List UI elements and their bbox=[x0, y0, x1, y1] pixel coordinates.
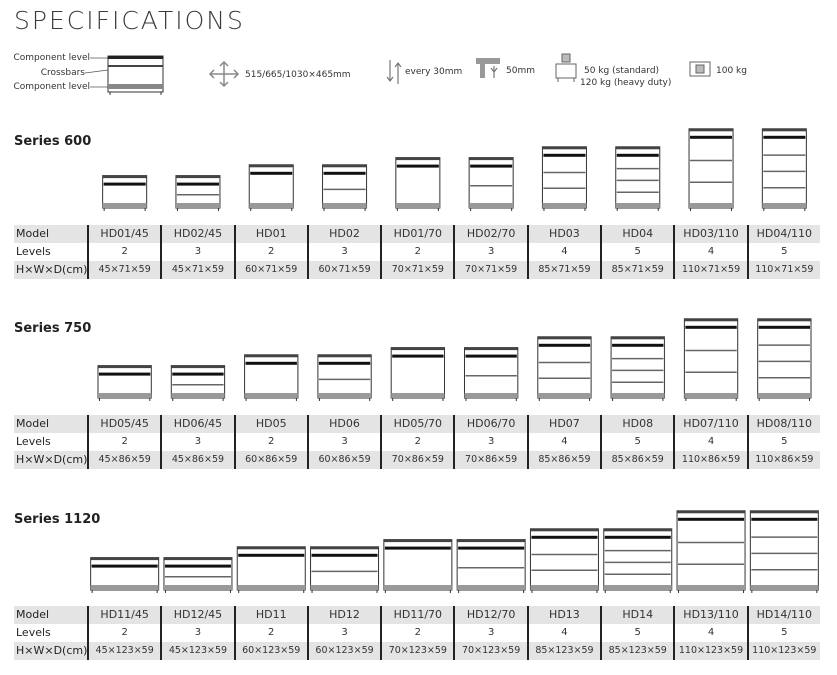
shelving-unit-icon bbox=[323, 165, 367, 211]
dims-cell: 60×86×59 bbox=[307, 451, 380, 469]
dims-cell: 60×123×59 bbox=[307, 642, 380, 660]
series-600-title: Series 600 bbox=[14, 134, 92, 149]
model-cell: HD12 bbox=[307, 606, 380, 624]
dims-cell: 85×86×59 bbox=[600, 451, 673, 469]
levels-cell: 3 bbox=[453, 433, 526, 451]
series-600-levels-row bbox=[14, 243, 820, 261]
levels-cell: 3 bbox=[307, 243, 380, 261]
shelving-unit-icon bbox=[311, 547, 379, 593]
dimensions-arrows-icon bbox=[210, 62, 238, 86]
dims-cell: 45×86×59 bbox=[87, 451, 160, 469]
shelving-unit-icon bbox=[103, 176, 147, 211]
row-label-levels: Levels bbox=[16, 626, 51, 639]
levels-cell: 3 bbox=[453, 624, 526, 642]
dims-cell: 85×123×59 bbox=[527, 642, 600, 660]
levels-cell: 2 bbox=[234, 433, 307, 451]
model-cell: HD01/70 bbox=[380, 225, 453, 243]
series-750-model-row bbox=[14, 415, 820, 433]
dims-cell: 45×86×59 bbox=[160, 451, 233, 469]
shelving-unit-icon bbox=[391, 348, 444, 401]
dims-cell: 110×86×59 bbox=[747, 451, 820, 469]
model-cell: HD11/70 bbox=[380, 606, 453, 624]
levels-cell: 2 bbox=[380, 624, 453, 642]
levels-cell: 4 bbox=[673, 624, 746, 642]
dims-cell: 60×71×59 bbox=[234, 261, 307, 279]
model-cell: HD03/110 bbox=[673, 225, 746, 243]
dims-cell: 45×71×59 bbox=[160, 261, 233, 279]
dims-cell: 45×71×59 bbox=[87, 261, 160, 279]
model-cell: HD02 bbox=[307, 225, 380, 243]
model-cell: HD05/45 bbox=[87, 415, 160, 433]
levels-cell: 4 bbox=[527, 243, 600, 261]
spec-max-load: 100 kg bbox=[716, 66, 747, 76]
shelving-unit-icon bbox=[164, 558, 232, 593]
model-cell: HD04/110 bbox=[747, 225, 820, 243]
levels-cell: 3 bbox=[307, 624, 380, 642]
series-750-dims-row bbox=[14, 451, 820, 469]
shelving-unit-icon bbox=[611, 337, 664, 401]
dims-cell: 110×71×59 bbox=[673, 261, 746, 279]
shelving-unit-icon bbox=[98, 366, 151, 401]
dims-cell: 70×71×59 bbox=[453, 261, 526, 279]
load-weight-icon bbox=[556, 54, 576, 82]
dims-cell: 70×71×59 bbox=[380, 261, 453, 279]
shelving-unit-icon bbox=[176, 176, 220, 211]
series-1120-dims-row bbox=[14, 642, 820, 660]
model-cell: HD12/70 bbox=[453, 606, 526, 624]
row-label-dims: H×W×D(cm) bbox=[16, 644, 88, 657]
dims-cell: 70×86×59 bbox=[453, 451, 526, 469]
row-label-dims: H×W×D(cm) bbox=[16, 263, 88, 276]
model-cell: HD08/110 bbox=[747, 415, 820, 433]
height-adjust-icon bbox=[387, 60, 401, 84]
levels-cell: 2 bbox=[87, 624, 160, 642]
model-cell: HD05 bbox=[234, 415, 307, 433]
shelving-unit-icon bbox=[318, 355, 371, 401]
series-1120-title: Series 1120 bbox=[14, 512, 101, 527]
shelving-unit-icon bbox=[677, 511, 745, 593]
model-cell: HD05/70 bbox=[380, 415, 453, 433]
model-cell: HD06/70 bbox=[453, 415, 526, 433]
dims-cell: 110×71×59 bbox=[747, 261, 820, 279]
spec-crossbar: 50mm bbox=[506, 66, 535, 76]
levels-cell: 3 bbox=[307, 433, 380, 451]
series-600-units bbox=[0, 128, 837, 212]
row-label-model: Model bbox=[16, 227, 50, 240]
legend-label-component-bottom: Component level bbox=[13, 82, 90, 92]
series-750-levels-row bbox=[14, 433, 820, 451]
levels-cell: 2 bbox=[380, 243, 453, 261]
model-cell: HD14 bbox=[600, 606, 673, 624]
series-600-dims-row bbox=[14, 261, 820, 279]
model-cell: HD11/45 bbox=[87, 606, 160, 624]
model-cell: HD07 bbox=[527, 415, 600, 433]
shelving-unit-icon bbox=[616, 147, 660, 211]
model-cell: HD02/70 bbox=[453, 225, 526, 243]
shelving-unit-icon bbox=[469, 158, 513, 211]
model-cell: HD01/45 bbox=[87, 225, 160, 243]
model-cell: HD13/110 bbox=[673, 606, 746, 624]
series-1120-model-row bbox=[14, 606, 820, 624]
row-label-dims: H×W×D(cm) bbox=[16, 453, 88, 466]
spec-load-standard: 50 kg (standard) bbox=[584, 66, 660, 76]
shelving-unit-icon bbox=[464, 348, 517, 401]
dims-cell: 60×71×59 bbox=[307, 261, 380, 279]
model-cell: HD04 bbox=[600, 225, 673, 243]
spec-load-heavy: 120 kg (heavy duty) bbox=[580, 78, 672, 88]
levels-cell: 4 bbox=[527, 433, 600, 451]
dims-cell: 85×71×59 bbox=[527, 261, 600, 279]
shelving-unit-icon bbox=[750, 511, 818, 593]
levels-cell: 5 bbox=[747, 433, 820, 451]
shelving-unit-icon bbox=[604, 529, 672, 593]
dims-cell: 45×123×59 bbox=[87, 642, 160, 660]
shelving-unit-icon bbox=[396, 158, 440, 211]
levels-cell: 4 bbox=[527, 624, 600, 642]
model-cell: HD07/110 bbox=[673, 415, 746, 433]
levels-cell: 2 bbox=[87, 433, 160, 451]
dims-cell: 110×123×59 bbox=[673, 642, 746, 660]
shelving-unit-icon bbox=[542, 147, 586, 211]
spec-height-step: every 30mm bbox=[405, 67, 463, 77]
model-cell: HD02/45 bbox=[160, 225, 233, 243]
model-cell: HD06/45 bbox=[160, 415, 233, 433]
shelving-unit-icon bbox=[684, 319, 737, 401]
shelving-unit-icon bbox=[538, 337, 591, 401]
series-600-model-row bbox=[14, 225, 820, 243]
model-cell: HD14/110 bbox=[747, 606, 820, 624]
legend-label-component-top: Component level bbox=[13, 53, 90, 63]
shelving-unit-icon bbox=[689, 129, 733, 211]
model-cell: HD12/45 bbox=[160, 606, 233, 624]
series-1120-units bbox=[0, 510, 837, 594]
levels-cell: 2 bbox=[234, 243, 307, 261]
shelving-unit-icon bbox=[249, 165, 293, 211]
row-label-levels: Levels bbox=[16, 435, 51, 448]
levels-cell: 5 bbox=[747, 243, 820, 261]
levels-cell: 5 bbox=[600, 624, 673, 642]
spec-legend bbox=[0, 48, 837, 96]
levels-cell: 5 bbox=[600, 433, 673, 451]
series-750-units bbox=[0, 318, 837, 402]
shelving-unit-icon bbox=[457, 540, 525, 593]
series-750-title: Series 750 bbox=[14, 321, 92, 336]
row-label-levels: Levels bbox=[16, 245, 51, 258]
row-label-model: Model bbox=[16, 417, 50, 430]
max-load-icon bbox=[690, 62, 710, 76]
model-cell: HD11 bbox=[234, 606, 307, 624]
dims-cell: 70×123×59 bbox=[380, 642, 453, 660]
levels-cell: 4 bbox=[673, 433, 746, 451]
model-cell: HD06 bbox=[307, 415, 380, 433]
dims-cell: 60×86×59 bbox=[234, 451, 307, 469]
shelving-unit-icon bbox=[245, 355, 298, 401]
levels-cell: 3 bbox=[453, 243, 526, 261]
model-cell: HD01 bbox=[234, 225, 307, 243]
levels-cell: 4 bbox=[673, 243, 746, 261]
model-cell: HD03 bbox=[527, 225, 600, 243]
shelving-unit-icon bbox=[171, 366, 224, 401]
dims-cell: 110×86×59 bbox=[673, 451, 746, 469]
levels-cell: 5 bbox=[747, 624, 820, 642]
page-title: SPECIFICATIONS bbox=[14, 6, 245, 35]
shelving-unit-icon bbox=[384, 540, 452, 593]
shelving-unit-icon bbox=[237, 547, 305, 593]
spec-dimensions: 515/665/1030×465mm bbox=[245, 70, 351, 80]
dims-cell: 60×123×59 bbox=[234, 642, 307, 660]
legend-label-crossbars: Crossbars bbox=[40, 68, 85, 78]
row-label-model: Model bbox=[16, 608, 50, 621]
dims-cell: 70×123×59 bbox=[453, 642, 526, 660]
shelving-unit-icon bbox=[530, 529, 598, 593]
model-cell: HD08 bbox=[600, 415, 673, 433]
dims-cell: 110×123×59 bbox=[747, 642, 820, 660]
levels-cell: 3 bbox=[160, 243, 233, 261]
dims-cell: 70×86×59 bbox=[380, 451, 453, 469]
levels-cell: 5 bbox=[600, 243, 673, 261]
levels-cell: 2 bbox=[87, 243, 160, 261]
dims-cell: 85×123×59 bbox=[600, 642, 673, 660]
levels-cell: 3 bbox=[160, 433, 233, 451]
shelving-unit-icon bbox=[91, 558, 159, 593]
dims-cell: 85×71×59 bbox=[600, 261, 673, 279]
dims-cell: 45×123×59 bbox=[160, 642, 233, 660]
crossbar-icon bbox=[476, 58, 500, 78]
series-1120-levels-row bbox=[14, 624, 820, 642]
dims-cell: 85×86×59 bbox=[527, 451, 600, 469]
shelving-unit-icon bbox=[762, 129, 806, 211]
shelf-diagram-icon bbox=[108, 56, 163, 95]
shelving-unit-icon bbox=[758, 319, 811, 401]
levels-cell: 3 bbox=[160, 624, 233, 642]
levels-cell: 2 bbox=[380, 433, 453, 451]
model-cell: HD13 bbox=[527, 606, 600, 624]
levels-cell: 2 bbox=[234, 624, 307, 642]
